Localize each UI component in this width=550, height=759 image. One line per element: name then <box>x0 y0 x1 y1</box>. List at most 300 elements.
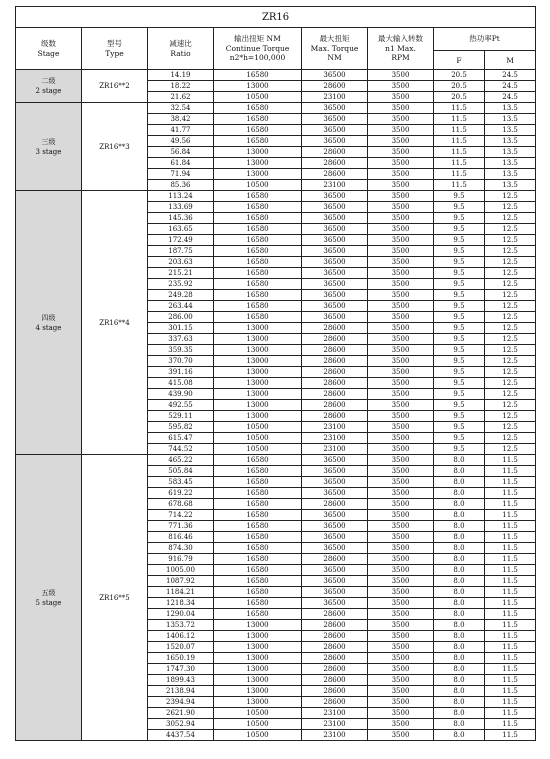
max-torque-cell: 23100 <box>302 730 368 741</box>
max-input-speed-cell: 3500 <box>368 609 434 620</box>
thermal-m-cell: 13.5 <box>485 114 536 125</box>
ratio-cell: 301.15 <box>148 323 214 334</box>
stage-cell: 四级 4 stage <box>16 191 82 455</box>
max-torque-cell: 23100 <box>302 92 368 103</box>
ratio-cell: 2621.90 <box>148 708 214 719</box>
max-input-speed-cell: 3500 <box>368 378 434 389</box>
thermal-f-cell: 8.0 <box>434 697 485 708</box>
continue-torque-cell: 13000 <box>214 653 302 664</box>
continue-torque-cell: 16580 <box>214 202 302 213</box>
thermal-f-cell: 8.0 <box>434 675 485 686</box>
max-torque-cell: 28600 <box>302 81 368 92</box>
max-input-speed-cell: 3500 <box>368 257 434 268</box>
continue-torque-cell: 13000 <box>214 631 302 642</box>
max-input-speed-cell: 3500 <box>368 686 434 697</box>
thermal-f-cell: 8.0 <box>434 499 485 510</box>
max-input-speed-cell: 3500 <box>368 411 434 422</box>
continue-torque-cell: 10500 <box>214 708 302 719</box>
continue-torque-cell: 13000 <box>214 378 302 389</box>
continue-torque-cell: 16580 <box>214 532 302 543</box>
header-stage: 级数 Stage <box>16 28 82 70</box>
thermal-f-cell: 9.5 <box>434 378 485 389</box>
max-torque-cell: 36500 <box>302 213 368 224</box>
thermal-m-cell: 12.5 <box>485 224 536 235</box>
ratio-cell: 187.75 <box>148 246 214 257</box>
ratio-cell: 874.30 <box>148 543 214 554</box>
ratio-cell: 1005.00 <box>148 565 214 576</box>
thermal-f-cell: 9.5 <box>434 246 485 257</box>
max-input-speed-cell: 3500 <box>368 576 434 587</box>
stage-cell: 三级 3 stage <box>16 103 82 191</box>
ratio-cell: 85.36 <box>148 180 214 191</box>
thermal-m-cell: 11.5 <box>485 653 536 664</box>
continue-torque-cell: 16580 <box>214 191 302 202</box>
max-torque-cell: 28600 <box>302 620 368 631</box>
continue-torque-cell: 16580 <box>214 70 302 81</box>
max-input-speed-cell: 3500 <box>368 235 434 246</box>
thermal-f-cell: 20.5 <box>434 70 485 81</box>
thermal-f-cell: 9.5 <box>434 213 485 224</box>
thermal-f-cell: 9.5 <box>434 433 485 444</box>
max-torque-cell: 36500 <box>302 301 368 312</box>
max-input-speed-cell: 3500 <box>368 70 434 81</box>
table-row <box>16 455 536 466</box>
ratio-cell: 619.22 <box>148 488 214 499</box>
ratio-cell: 235.92 <box>148 279 214 290</box>
continue-torque-cell: 13000 <box>214 81 302 92</box>
thermal-f-cell: 8.0 <box>434 488 485 499</box>
type-cell: ZR16**2 <box>82 70 148 103</box>
max-torque-cell: 36500 <box>302 224 368 235</box>
continue-torque-cell: 16580 <box>214 301 302 312</box>
thermal-f-cell: 8.0 <box>434 466 485 477</box>
type-cell: ZR16**4 <box>82 191 148 455</box>
ratio-cell: 359.35 <box>148 345 214 356</box>
ratio-cell: 1650.19 <box>148 653 214 664</box>
ratio-cell: 583.45 <box>148 477 214 488</box>
max-torque-cell: 36500 <box>302 477 368 488</box>
max-input-speed-cell: 3500 <box>368 334 434 345</box>
max-torque-cell: 28600 <box>302 554 368 565</box>
ratio-cell: 263.44 <box>148 301 214 312</box>
thermal-m-cell: 11.5 <box>485 730 536 741</box>
continue-torque-cell: 13000 <box>214 686 302 697</box>
max-torque-cell: 28600 <box>302 631 368 642</box>
ratio-cell: 32.54 <box>148 103 214 114</box>
thermal-f-cell: 8.0 <box>434 653 485 664</box>
continue-torque-cell: 16580 <box>214 554 302 565</box>
thermal-m-cell: 11.5 <box>485 686 536 697</box>
max-input-speed-cell: 3500 <box>368 664 434 675</box>
ratio-cell: 61.84 <box>148 158 214 169</box>
continue-torque-cell: 16580 <box>214 543 302 554</box>
max-torque-cell: 36500 <box>302 246 368 257</box>
thermal-m-cell: 12.5 <box>485 378 536 389</box>
ratio-cell: 145.36 <box>148 213 214 224</box>
max-torque-cell: 28600 <box>302 323 368 334</box>
ratio-cell: 249.28 <box>148 290 214 301</box>
max-torque-cell: 28600 <box>302 367 368 378</box>
max-torque-cell: 23100 <box>302 719 368 730</box>
max-input-speed-cell: 3500 <box>368 125 434 136</box>
thermal-m-cell: 12.5 <box>485 268 536 279</box>
max-torque-cell: 23100 <box>302 422 368 433</box>
ratio-cell: 714.22 <box>148 510 214 521</box>
thermal-f-cell: 8.0 <box>434 708 485 719</box>
thermal-m-cell: 12.5 <box>485 191 536 202</box>
thermal-m-cell: 12.5 <box>485 257 536 268</box>
thermal-m-cell: 11.5 <box>485 631 536 642</box>
thermal-m-cell: 12.5 <box>485 345 536 356</box>
max-input-speed-cell: 3500 <box>368 158 434 169</box>
thermal-m-cell: 12.5 <box>485 400 536 411</box>
ratio-cell: 1353.72 <box>148 620 214 631</box>
max-input-speed-cell: 3500 <box>368 268 434 279</box>
ratio-cell: 1406.12 <box>148 631 214 642</box>
max-input-speed-cell: 3500 <box>368 400 434 411</box>
spec-table <box>15 6 536 741</box>
thermal-m-cell: 12.5 <box>485 213 536 224</box>
max-input-speed-cell: 3500 <box>368 422 434 433</box>
thermal-m-cell: 11.5 <box>485 576 536 587</box>
max-input-speed-cell: 3500 <box>368 323 434 334</box>
thermal-m-cell: 11.5 <box>485 565 536 576</box>
ratio-cell: 439.90 <box>148 389 214 400</box>
thermal-m-cell: 11.5 <box>485 488 536 499</box>
continue-torque-cell: 13000 <box>214 334 302 345</box>
max-input-speed-cell: 3500 <box>368 532 434 543</box>
continue-torque-cell: 16580 <box>214 312 302 323</box>
thermal-m-cell: 11.5 <box>485 477 536 488</box>
thermal-m-cell: 24.5 <box>485 81 536 92</box>
type-cell: ZR16**3 <box>82 103 148 191</box>
thermal-m-cell: 11.5 <box>485 587 536 598</box>
thermal-m-cell: 11.5 <box>485 543 536 554</box>
ratio-cell: 56.84 <box>148 147 214 158</box>
ratio-cell: 14.19 <box>148 70 214 81</box>
header-ratio: 减速比 Ratio <box>148 28 214 70</box>
continue-torque-cell: 16580 <box>214 609 302 620</box>
max-torque-cell: 23100 <box>302 433 368 444</box>
thermal-m-cell: 12.5 <box>485 367 536 378</box>
continue-torque-cell: 10500 <box>214 422 302 433</box>
ratio-cell: 744.52 <box>148 444 214 455</box>
max-torque-cell: 28600 <box>302 389 368 400</box>
continue-torque-cell: 16580 <box>214 136 302 147</box>
thermal-f-cell: 11.5 <box>434 158 485 169</box>
thermal-m-cell: 13.5 <box>485 180 536 191</box>
continue-torque-cell: 16580 <box>214 224 302 235</box>
max-torque-cell: 28600 <box>302 400 368 411</box>
continue-torque-cell: 16580 <box>214 576 302 587</box>
max-input-speed-cell: 3500 <box>368 356 434 367</box>
thermal-m-cell: 11.5 <box>485 510 536 521</box>
max-input-speed-cell: 3500 <box>368 488 434 499</box>
thermal-m-cell: 12.5 <box>485 422 536 433</box>
ratio-cell: 2394.94 <box>148 697 214 708</box>
thermal-f-cell: 9.5 <box>434 356 485 367</box>
continue-torque-cell: 16580 <box>214 235 302 246</box>
thermal-m-cell: 12.5 <box>485 279 536 290</box>
max-torque-cell: 36500 <box>302 257 368 268</box>
thermal-f-cell: 9.5 <box>434 367 485 378</box>
continue-torque-cell: 16580 <box>214 499 302 510</box>
continue-torque-cell: 13000 <box>214 697 302 708</box>
thermal-f-cell: 8.0 <box>434 620 485 631</box>
thermal-m-cell: 24.5 <box>485 70 536 81</box>
ratio-cell: 286.00 <box>148 312 214 323</box>
thermal-f-cell: 9.5 <box>434 301 485 312</box>
thermal-m-cell: 12.5 <box>485 433 536 444</box>
max-input-speed-cell: 3500 <box>368 730 434 741</box>
thermal-f-cell: 11.5 <box>434 103 485 114</box>
max-torque-cell: 36500 <box>302 103 368 114</box>
continue-torque-cell: 16580 <box>214 246 302 257</box>
ratio-cell: 18.22 <box>148 81 214 92</box>
max-torque-cell: 28600 <box>302 345 368 356</box>
max-torque-cell: 28600 <box>302 697 368 708</box>
max-torque-cell: 28600 <box>302 147 368 158</box>
thermal-m-cell: 13.5 <box>485 169 536 180</box>
continue-torque-cell: 13000 <box>214 158 302 169</box>
max-input-speed-cell: 3500 <box>368 697 434 708</box>
header-thermal-f: F <box>434 51 485 70</box>
max-input-speed-cell: 3500 <box>368 367 434 378</box>
thermal-m-cell: 12.5 <box>485 202 536 213</box>
thermal-m-cell: 11.5 <box>485 719 536 730</box>
thermal-f-cell: 8.0 <box>434 730 485 741</box>
thermal-m-cell: 13.5 <box>485 147 536 158</box>
continue-torque-cell: 16580 <box>214 213 302 224</box>
max-torque-cell: 36500 <box>302 235 368 246</box>
max-torque-cell: 36500 <box>302 598 368 609</box>
max-torque-cell: 36500 <box>302 521 368 532</box>
thermal-f-cell: 9.5 <box>434 400 485 411</box>
thermal-m-cell: 11.5 <box>485 708 536 719</box>
continue-torque-cell: 16580 <box>214 114 302 125</box>
max-input-speed-cell: 3500 <box>368 92 434 103</box>
thermal-f-cell: 11.5 <box>434 125 485 136</box>
thermal-f-cell: 8.0 <box>434 719 485 730</box>
thermal-m-cell: 13.5 <box>485 103 536 114</box>
thermal-f-cell: 9.5 <box>434 290 485 301</box>
max-input-speed-cell: 3500 <box>368 114 434 125</box>
thermal-f-cell: 8.0 <box>434 477 485 488</box>
thermal-f-cell: 8.0 <box>434 576 485 587</box>
max-input-speed-cell: 3500 <box>368 499 434 510</box>
continue-torque-cell: 16580 <box>214 587 302 598</box>
max-input-speed-cell: 3500 <box>368 312 434 323</box>
ratio-cell: 172.49 <box>148 235 214 246</box>
continue-torque-cell: 16580 <box>214 565 302 576</box>
max-torque-cell: 23100 <box>302 708 368 719</box>
thermal-f-cell: 20.5 <box>434 92 485 103</box>
max-input-speed-cell: 3500 <box>368 477 434 488</box>
max-torque-cell: 36500 <box>302 202 368 213</box>
max-torque-cell: 36500 <box>302 576 368 587</box>
thermal-m-cell: 11.5 <box>485 609 536 620</box>
max-torque-cell: 36500 <box>302 114 368 125</box>
max-torque-cell: 28600 <box>302 675 368 686</box>
continue-torque-cell: 13000 <box>214 620 302 631</box>
max-input-speed-cell: 3500 <box>368 521 434 532</box>
thermal-m-cell: 11.5 <box>485 466 536 477</box>
table-row <box>16 103 536 114</box>
thermal-m-cell: 11.5 <box>485 664 536 675</box>
thermal-f-cell: 9.5 <box>434 235 485 246</box>
thermal-f-cell: 9.5 <box>434 345 485 356</box>
ratio-cell: 38.42 <box>148 114 214 125</box>
ratio-cell: 1290.04 <box>148 609 214 620</box>
max-input-speed-cell: 3500 <box>368 180 434 191</box>
continue-torque-cell: 10500 <box>214 719 302 730</box>
ratio-cell: 492.55 <box>148 400 214 411</box>
thermal-f-cell: 9.5 <box>434 334 485 345</box>
thermal-m-cell: 12.5 <box>485 290 536 301</box>
thermal-f-cell: 8.0 <box>434 631 485 642</box>
max-torque-cell: 23100 <box>302 444 368 455</box>
thermal-m-cell: 13.5 <box>485 136 536 147</box>
ratio-cell: 4437.54 <box>148 730 214 741</box>
ratio-cell: 1899.43 <box>148 675 214 686</box>
continue-torque-cell: 16580 <box>214 488 302 499</box>
header-max-input-speed: 最大输入转数 n1 Max. RPM <box>368 28 434 70</box>
thermal-f-cell: 8.0 <box>434 565 485 576</box>
thermal-f-cell: 8.0 <box>434 554 485 565</box>
max-torque-cell: 28600 <box>302 499 368 510</box>
thermal-m-cell: 12.5 <box>485 334 536 345</box>
continue-torque-cell: 13000 <box>214 389 302 400</box>
thermal-m-cell: 13.5 <box>485 125 536 136</box>
ratio-cell: 505.84 <box>148 466 214 477</box>
max-input-speed-cell: 3500 <box>368 301 434 312</box>
continue-torque-cell: 16580 <box>214 521 302 532</box>
thermal-f-cell: 11.5 <box>434 169 485 180</box>
ratio-cell: 391.16 <box>148 367 214 378</box>
max-torque-cell: 36500 <box>302 268 368 279</box>
thermal-f-cell: 11.5 <box>434 114 485 125</box>
max-torque-cell: 36500 <box>302 279 368 290</box>
max-input-speed-cell: 3500 <box>368 246 434 257</box>
header-type: 型号 Type <box>82 28 148 70</box>
ratio-cell: 1747.30 <box>148 664 214 675</box>
thermal-m-cell: 11.5 <box>485 499 536 510</box>
ratio-cell: 615.47 <box>148 433 214 444</box>
continue-torque-cell: 13000 <box>214 400 302 411</box>
ratio-cell: 529.11 <box>148 411 214 422</box>
max-input-speed-cell: 3500 <box>368 345 434 356</box>
max-input-speed-cell: 3500 <box>368 708 434 719</box>
continue-torque-cell: 10500 <box>214 730 302 741</box>
max-input-speed-cell: 3500 <box>368 598 434 609</box>
ratio-cell: 595.82 <box>148 422 214 433</box>
header-thermal-m: M <box>485 51 536 70</box>
ratio-cell: 415.08 <box>148 378 214 389</box>
max-torque-cell: 28600 <box>302 609 368 620</box>
ratio-cell: 916.79 <box>148 554 214 565</box>
stage-cell: 二级 2 stage <box>16 70 82 103</box>
max-torque-cell: 36500 <box>302 565 368 576</box>
max-torque-cell: 28600 <box>302 169 368 180</box>
continue-torque-cell: 10500 <box>214 444 302 455</box>
max-torque-cell: 36500 <box>302 532 368 543</box>
continue-torque-cell: 13000 <box>214 664 302 675</box>
thermal-f-cell: 8.0 <box>434 642 485 653</box>
table-body <box>16 70 536 741</box>
header-max-torque: 最大扭矩 Max. Torque NM <box>302 28 368 70</box>
max-input-speed-cell: 3500 <box>368 433 434 444</box>
max-input-speed-cell: 3500 <box>368 191 434 202</box>
thermal-m-cell: 11.5 <box>485 532 536 543</box>
thermal-f-cell: 9.5 <box>434 422 485 433</box>
max-input-speed-cell: 3500 <box>368 587 434 598</box>
ratio-cell: 465.22 <box>148 455 214 466</box>
ratio-cell: 678.68 <box>148 499 214 510</box>
ratio-cell: 771.36 <box>148 521 214 532</box>
thermal-m-cell: 12.5 <box>485 246 536 257</box>
thermal-m-cell: 11.5 <box>485 697 536 708</box>
table-title: ZR16 <box>16 7 536 28</box>
max-torque-cell: 28600 <box>302 653 368 664</box>
max-torque-cell: 28600 <box>302 356 368 367</box>
ratio-cell: 1087.92 <box>148 576 214 587</box>
continue-torque-cell: 10500 <box>214 92 302 103</box>
max-torque-cell: 28600 <box>302 686 368 697</box>
thermal-m-cell: 11.5 <box>485 642 536 653</box>
ratio-cell: 816.46 <box>148 532 214 543</box>
max-input-speed-cell: 3500 <box>368 202 434 213</box>
type-cell: ZR16**5 <box>82 455 148 741</box>
thermal-f-cell: 9.5 <box>434 323 485 334</box>
max-input-speed-cell: 3500 <box>368 631 434 642</box>
max-input-speed-cell: 3500 <box>368 103 434 114</box>
spec-sheet <box>15 6 535 741</box>
header-thermal-power: 热功率Pt <box>434 28 536 51</box>
ratio-cell: 113.24 <box>148 191 214 202</box>
continue-torque-cell: 13000 <box>214 147 302 158</box>
thermal-m-cell: 12.5 <box>485 312 536 323</box>
max-input-speed-cell: 3500 <box>368 290 434 301</box>
thermal-f-cell: 11.5 <box>434 180 485 191</box>
thermal-m-cell: 13.5 <box>485 158 536 169</box>
max-torque-cell: 36500 <box>302 587 368 598</box>
max-torque-cell: 36500 <box>302 312 368 323</box>
continue-torque-cell: 13000 <box>214 642 302 653</box>
thermal-f-cell: 9.5 <box>434 389 485 400</box>
continue-torque-cell: 16580 <box>214 268 302 279</box>
max-input-speed-cell: 3500 <box>368 510 434 521</box>
max-input-speed-cell: 3500 <box>368 169 434 180</box>
thermal-m-cell: 11.5 <box>485 620 536 631</box>
max-torque-cell: 36500 <box>302 543 368 554</box>
max-torque-cell: 28600 <box>302 411 368 422</box>
max-torque-cell: 28600 <box>302 378 368 389</box>
max-input-speed-cell: 3500 <box>368 653 434 664</box>
thermal-f-cell: 8.0 <box>434 455 485 466</box>
thermal-f-cell: 8.0 <box>434 587 485 598</box>
ratio-cell: 71.94 <box>148 169 214 180</box>
max-torque-cell: 28600 <box>302 334 368 345</box>
max-input-speed-cell: 3500 <box>368 213 434 224</box>
continue-torque-cell: 13000 <box>214 169 302 180</box>
thermal-f-cell: 8.0 <box>434 598 485 609</box>
max-torque-cell: 36500 <box>302 136 368 147</box>
ratio-cell: 2138.94 <box>148 686 214 697</box>
continue-torque-cell: 13000 <box>214 345 302 356</box>
continue-torque-cell: 16580 <box>214 257 302 268</box>
max-torque-cell: 36500 <box>302 466 368 477</box>
thermal-f-cell: 9.5 <box>434 444 485 455</box>
